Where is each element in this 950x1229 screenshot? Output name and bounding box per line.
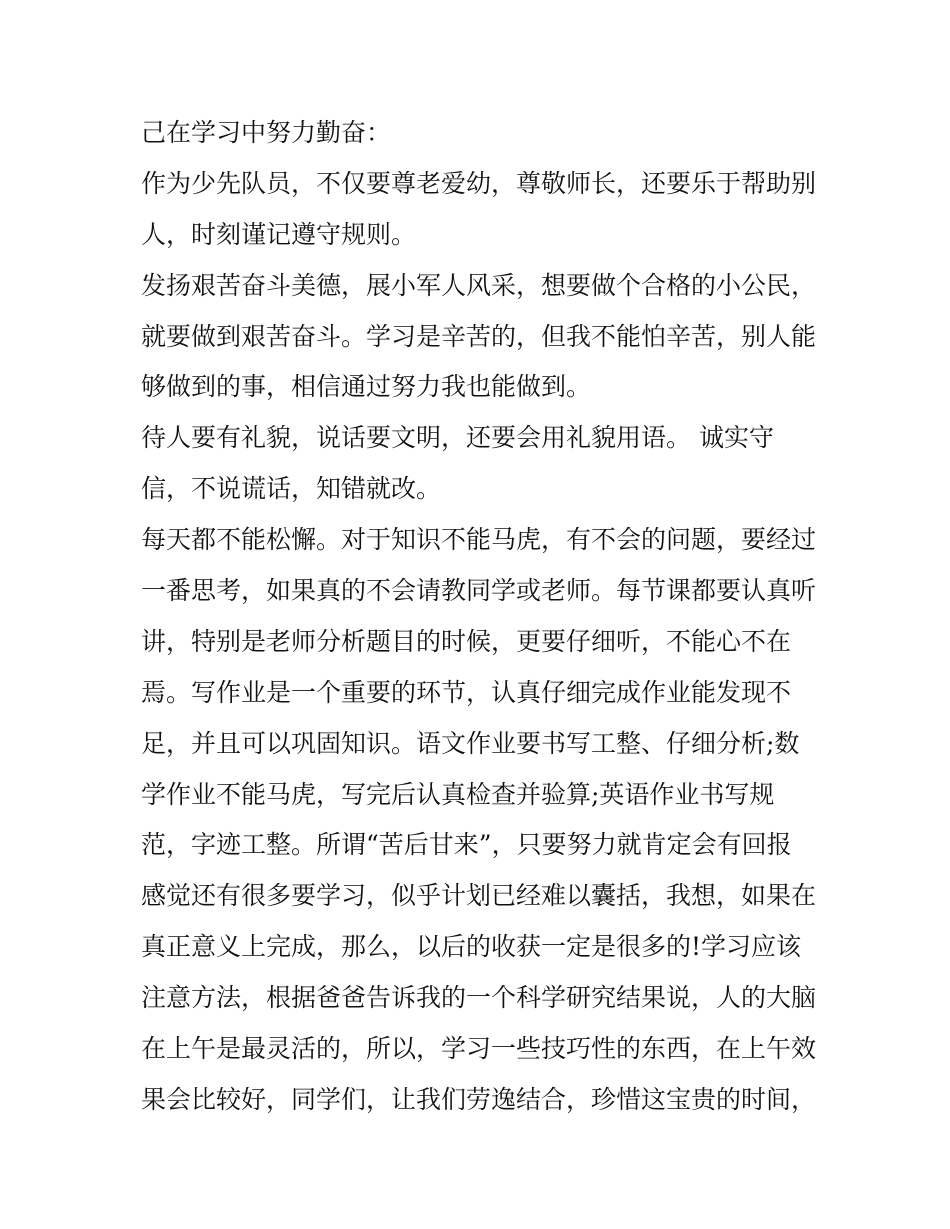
- text-line: 果会比较好，同学们，让我们劳逸结合，珍惜这宝贵的时间，: [141, 1084, 817, 1114]
- text-line: 学作业不能马虎，写完后认真检查并验算;英语作业书写规: [141, 779, 775, 809]
- text-line: 人，时刻谨记遵守规则。: [141, 219, 417, 249]
- text-line: 讲，特别是老师分析题目的时候，更要仔细听，不能心不在: [141, 626, 792, 656]
- text-line: 就要做到艰苦奋斗。学习是辛苦的，但我不能怕辛苦，别人能: [141, 321, 817, 351]
- text-line: 发扬艰苦奋斗美德，展小军人风采，想要做个合格的小公民，: [141, 270, 817, 300]
- text-line: 真正意义上完成，那么，以后的收获一定是很多的!学习应该: [141, 932, 802, 962]
- text-line: 范，字迹工整。所谓“苦后甘来”，只要努力就肯定会有回报: [141, 830, 792, 860]
- text-line: 作为少先队员，不仅要尊老爱幼，尊敬师长，还要乐于帮助别: [141, 168, 817, 198]
- text-line: 焉。写作业是一个重要的环节，认真仔细完成作业能发现不: [141, 677, 792, 707]
- text-line: 感觉还有很多要学习，似乎计划已经难以囊括，我想，如果在: [141, 881, 817, 911]
- text-line: 足，并且可以巩固知识。语文作业要书写工整、仔细分析;数: [141, 728, 800, 758]
- text-line: 够做到的事，相信通过努力我也能做到。: [141, 372, 592, 402]
- text-line: 在上午是最灵活的，所以，学习一些技巧性的东西，在上午效: [141, 1034, 817, 1064]
- text-line: 信，不说谎话，知错就改。: [141, 474, 442, 504]
- text-line: 待人要有礼貌，说话要文明，还要会用礼貌用语。 诚实守: [141, 423, 774, 453]
- text-line: 一番思考，如果真的不会请教同学或老师。每节课都要认真听: [141, 576, 817, 606]
- text-line: 每天都不能松懈。对于知识不能马虎，有不会的问题，要经过: [141, 525, 817, 555]
- text-line: 己在学习中努力勤奋：: [141, 118, 392, 147]
- text-line: 注意方法，根据爸爸告诉我的一个科学研究结果说，人的大脑: [141, 983, 817, 1013]
- document-body: [141, 108, 831, 1126]
